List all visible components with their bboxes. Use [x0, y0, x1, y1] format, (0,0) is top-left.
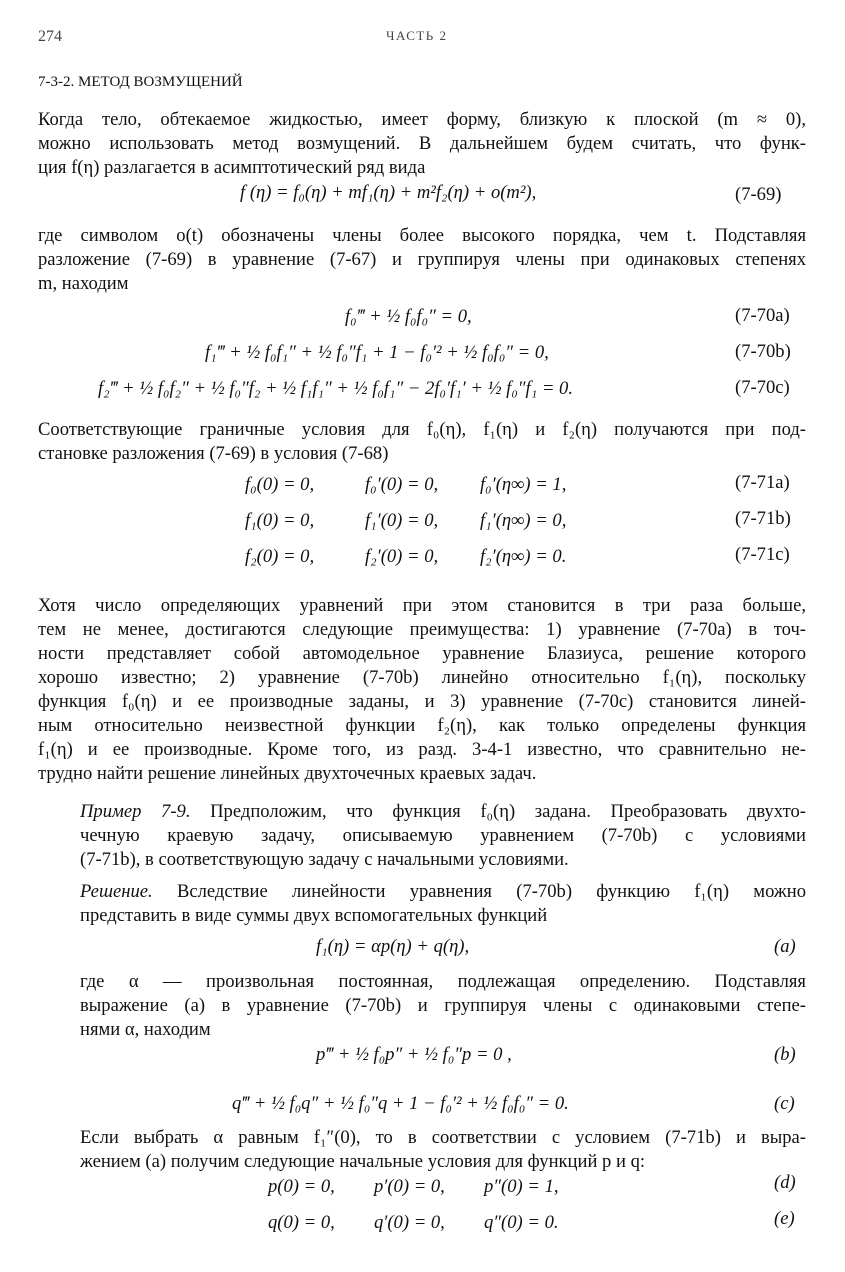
text-line: можно использовать метод возмущений. В дальнейшем будем считать, что функ-	[38, 133, 806, 154]
paragraph-4	[38, 594, 806, 786]
equation-e-col2: q′(0) = 0,	[374, 1212, 445, 1233]
text-line: ности представляет собой автомодельное уравнение Блазиуса, решение которого	[38, 643, 806, 664]
text-line: Когда тело, обтекаемое жидкостью, имеет форму, близкую к плоской (m ≈ 0),	[38, 109, 806, 130]
running-title: ЧАСТЬ 2	[386, 28, 448, 43]
text-line: ным относительно неизвестной функции f₂(η), как только определены функция	[38, 715, 806, 736]
text-line	[80, 880, 806, 904]
paragraph-3	[38, 418, 806, 466]
equation-label-7-71a: (7-71a)	[735, 472, 790, 493]
equation-7-71a-col1: f₀(0) = 0,	[245, 474, 315, 495]
solution	[80, 880, 806, 928]
equation-label-7-70b: (7-70b)	[735, 341, 791, 362]
text-line: ция f(η) разлагается в асимптотический ряд вида	[38, 157, 426, 178]
equation-7-71c-col1: f₂(0) = 0,	[245, 546, 315, 567]
equation-d-col1: p(0) = 0,	[268, 1176, 335, 1197]
solution-paragraph-2	[80, 1126, 806, 1174]
text-line: (7-71b), в соответствующую задачу с начальными условиями.	[80, 849, 569, 870]
equation-label-7-71b: (7-71b)	[735, 508, 791, 529]
text-line: трудно найти решение линейных двухточечных краевых задач.	[38, 763, 537, 784]
text-line: нями α, находим	[80, 1019, 211, 1040]
equation-7-71a-col2: f₀′(0) = 0,	[365, 474, 439, 495]
text-line: f₁(η) и ее производные. Кроме того, из разд. 3-4-1 известно, что сравнительно не-	[38, 739, 806, 760]
text-line: m, находим	[38, 273, 129, 294]
equation-d-col3: p″(0) = 1,	[484, 1176, 559, 1197]
text-line: выражение (a) в уравнение (7-70b) и группируя члены с одинаковыми степе-	[80, 995, 806, 1016]
equation-7-70a: f₀‴ + ½ f₀f₀″ = 0,	[345, 306, 472, 327]
equation-7-69: f (η) = f₀(η) + mf₁(η) + m²f₂(η) + o(m²),	[240, 182, 537, 203]
equation-e-col1: q(0) = 0,	[268, 1212, 335, 1233]
text-line: чечную краевую задачу, описываемую уравнением (7-70b) с условиями	[80, 825, 806, 846]
equation-label-7-69: (7-69)	[735, 184, 782, 205]
section-title: 7-3-2. МЕТОД ВОЗМУЩЕНИЙ	[38, 74, 243, 90]
text-line: функция f₀(η) и ее производные заданы, и 3) уравнение (7-70c) становится линей-	[38, 691, 806, 712]
text-line: Хотя число определяющих уравнений при этом становится в три раза больше,	[38, 595, 806, 616]
equation-label-d: (d)	[774, 1172, 796, 1193]
example-label: Пример 7-9.	[80, 801, 191, 822]
equation-7-70b: f₁‴ + ½ f₀f₁″ + ½ f₀″f₁ + 1 − f₀′² + ½ f₀f₀″ = 0,	[205, 342, 549, 363]
equation-7-71c-col3: f₂′(η∞) = 0.	[480, 546, 567, 567]
example-text: Предположим, что функция f₀(η) задана. Преобразовать двухто-	[190, 801, 806, 822]
equation-7-71b-col1: f₁(0) = 0,	[245, 510, 315, 531]
text-line	[80, 800, 806, 824]
text-line: тем не менее, достигаются следующие преимущества: 1) уравнение (7-70a) в точ-	[38, 619, 806, 640]
solution-paragraph	[80, 970, 806, 1042]
text-line: хорошо известно; 2) уравнение (7-70b) линейно относительно f₁(η), поскольку	[38, 667, 806, 688]
solution-label: Решение.	[80, 881, 153, 902]
solution-text: Вследствие линейности уравнения (7-70b) функцию f₁(η) можно	[152, 881, 806, 902]
equation-label-c: (c)	[774, 1093, 795, 1114]
paragraph-2	[38, 224, 806, 296]
equation-a: f₁(η) = αp(η) + q(η),	[316, 936, 470, 957]
equation-label-7-70c: (7-70c)	[735, 377, 790, 398]
equation-7-70c: f₂‴ + ½ f₀f₂″ + ½ f₀″f₂ + ½ f₁f₁″ + ½ f₀f₁″ − 2f₀′f₁′ + ½ f₀″f₁ = 0.	[98, 378, 573, 399]
text-line: становке разложения (7-69) в условия (7-68)	[38, 443, 389, 464]
equation-7-71b-col2: f₁′(0) = 0,	[365, 510, 439, 531]
equation-label-7-71c: (7-71c)	[735, 544, 790, 565]
text-line: где α — произвольная постоянная, подлежащая определению. Подставляя	[80, 971, 806, 992]
equation-label-e: (e)	[774, 1208, 795, 1229]
text-line: Соответствующие граничные условия для f₀(η), f₁(η) и f₂(η) получаются при под-	[38, 419, 806, 440]
text-line: Если выбрать α равным f₁″(0), то в соответствии с условием (7-71b) и выра-	[80, 1127, 806, 1148]
equation-b: p‴ + ½ f₀p″ + ½ f₀″p = 0 ,	[316, 1044, 512, 1065]
equation-d-col2: p′(0) = 0,	[374, 1176, 445, 1197]
equation-label-b: (b)	[774, 1044, 796, 1065]
text-line: разложение (7-69) в уравнение (7-67) и группируя члены при одинаковых степенях	[38, 249, 806, 270]
equation-e-col3: q″(0) = 0.	[484, 1212, 559, 1233]
equation-label-7-70a: (7-70a)	[735, 305, 790, 326]
text-line: представить в виде суммы двух вспомогательных функций	[80, 905, 548, 926]
equation-7-71b-col3: f₁′(η∞) = 0,	[480, 510, 567, 531]
example-7-9	[80, 800, 806, 872]
text-line: где символом o(t) обозначены члены более высокого порядка, чем t. Подставляя	[38, 225, 806, 246]
equation-7-71a-col3: f₀′(η∞) = 1,	[480, 474, 567, 495]
equation-label-a: (a)	[774, 936, 796, 957]
intro-paragraph	[38, 108, 806, 180]
page-number: 274	[38, 28, 62, 45]
text-line: жением (a) получим следующие начальные условия для функций p и q:	[80, 1151, 646, 1172]
equation-c: q‴ + ½ f₀q″ + ½ f₀″q + 1 − f₀′² + ½ f₀f₀″ = 0.	[232, 1093, 569, 1114]
equation-7-71c-col2: f₂′(0) = 0,	[365, 546, 439, 567]
